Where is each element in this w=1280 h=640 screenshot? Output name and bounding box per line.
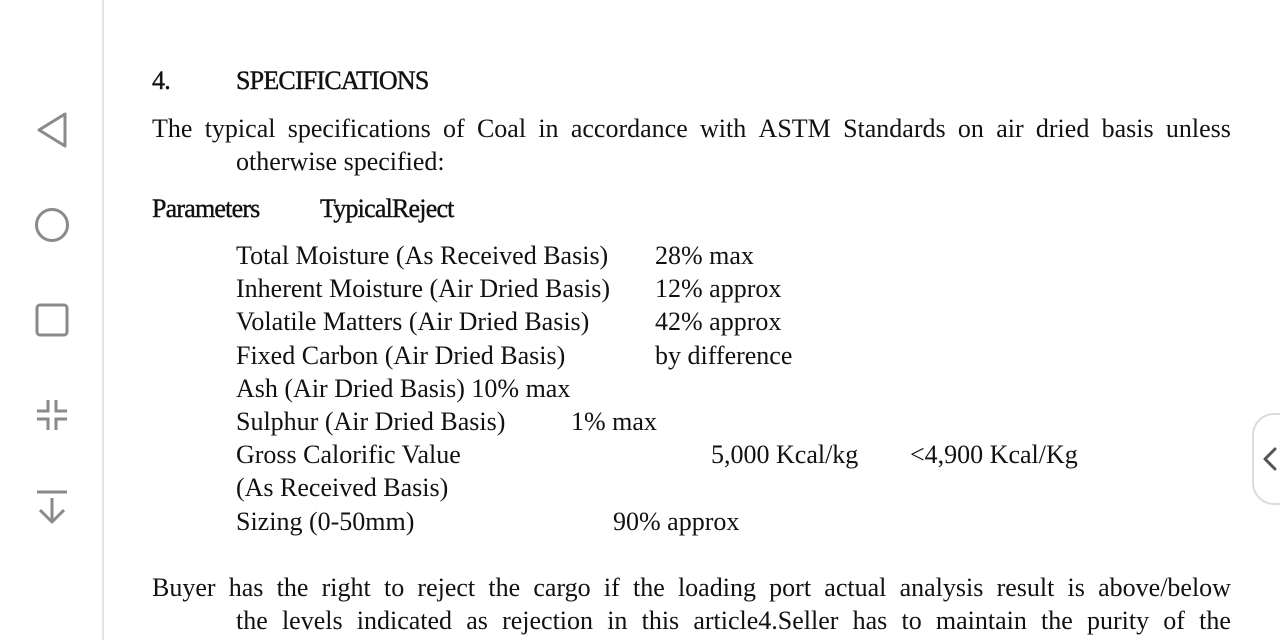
- word: actual: [824, 573, 887, 602]
- spec-parameter: Sizing (0-50mm): [236, 507, 415, 536]
- spec-parameter: Fixed Carbon (Air Dried Basis): [236, 341, 566, 370]
- spec-parameter: Inherent Moisture (Air Dried Basis): [236, 274, 611, 303]
- section-title: SPECIFICATIONS: [236, 66, 429, 95]
- spec-parameter: (As Received Basis): [236, 473, 449, 502]
- spec-typical: 42% approx: [655, 307, 782, 336]
- word: with: [700, 114, 747, 143]
- recents-button[interactable]: [32, 300, 72, 340]
- home-icon: [33, 206, 71, 244]
- word: the: [488, 573, 521, 602]
- spec-typical: 5,000 Kcal/kg: [711, 440, 859, 469]
- word: ASTM: [758, 114, 831, 143]
- section-number: 4.: [152, 66, 170, 95]
- word: levels: [281, 606, 343, 635]
- footer-line-1: [152, 573, 1231, 603]
- spec-parameter: Volatile Matters (Air Dried Basis): [236, 307, 590, 336]
- word: Buyer: [152, 573, 216, 602]
- word: Standards: [843, 114, 946, 143]
- word: to: [383, 573, 405, 602]
- word: cargo: [533, 573, 591, 602]
- word: right: [321, 573, 371, 602]
- word: The: [152, 114, 193, 143]
- word: on: [957, 114, 984, 143]
- spec-typical: 90% approx: [613, 507, 740, 536]
- word: result: [996, 573, 1055, 602]
- word: of: [1163, 606, 1185, 635]
- word: the: [632, 573, 665, 602]
- word: loading: [677, 573, 756, 602]
- home-button[interactable]: [32, 205, 72, 245]
- intro-line-2: otherwise specified:: [236, 147, 445, 176]
- word: rejection: [502, 606, 594, 635]
- spec-typical: by difference: [655, 341, 793, 370]
- intro-line-1: [152, 114, 1231, 144]
- spec-typical: 28% max: [655, 241, 754, 270]
- word: as: [466, 606, 488, 635]
- word: the: [1041, 606, 1073, 635]
- word: if: [603, 573, 620, 602]
- chevron-left-icon: [1260, 445, 1280, 473]
- word: maintain: [935, 606, 1027, 635]
- word: accordance: [570, 114, 688, 143]
- spec-parameter: Sulphur (Air Dried Basis): [236, 407, 506, 436]
- nav-rail: [0, 0, 104, 640]
- word: to: [901, 606, 922, 635]
- word: purity: [1086, 606, 1150, 635]
- recents-icon: [34, 302, 70, 338]
- word: is: [1067, 573, 1085, 602]
- word: of: [442, 114, 465, 143]
- word: Coal: [476, 114, 527, 143]
- word: reject: [417, 573, 476, 602]
- word: above/below: [1098, 573, 1231, 602]
- collapse-icon: [34, 397, 70, 433]
- side-panel-tab[interactable]: [1252, 413, 1280, 505]
- word: the: [1199, 606, 1231, 635]
- word: has: [228, 573, 264, 602]
- footer-line-2: [236, 606, 1231, 636]
- word: analysis: [899, 573, 984, 602]
- word: has: [852, 606, 888, 635]
- table-header-typical-reject: TypicalReject: [320, 194, 454, 223]
- word: the: [276, 573, 309, 602]
- word: unless: [1165, 114, 1231, 143]
- word: article4.Seller: [693, 606, 839, 635]
- spec-parameter: Total Moisture (As Received Basis): [236, 241, 609, 270]
- word: typical: [204, 114, 276, 143]
- word: basis: [1101, 114, 1154, 143]
- spec-reject: <4,900 Kcal/Kg: [910, 440, 1078, 469]
- word: air: [996, 114, 1024, 143]
- word: this: [641, 606, 680, 635]
- document-page: [104, 0, 1280, 640]
- word: the: [236, 606, 268, 635]
- back-icon: [34, 110, 70, 150]
- back-button[interactable]: [32, 110, 72, 150]
- spec-parameter: Ash (Air Dried Basis) 10% max: [236, 374, 571, 403]
- download-button[interactable]: [32, 488, 72, 528]
- spec-typical: 12% approx: [655, 274, 782, 303]
- collapse-button[interactable]: [32, 395, 72, 435]
- spec-typical: 1% max: [571, 407, 657, 436]
- spec-parameter: Gross Calorific Value: [236, 440, 461, 469]
- download-icon: [34, 489, 70, 527]
- word: specifications: [287, 114, 431, 143]
- word: indicated: [356, 606, 453, 635]
- word: dried: [1035, 114, 1090, 143]
- word: in: [607, 606, 628, 635]
- word: port: [769, 573, 812, 602]
- table-header-parameters: Parameters: [152, 194, 260, 223]
- word: in: [538, 114, 559, 143]
